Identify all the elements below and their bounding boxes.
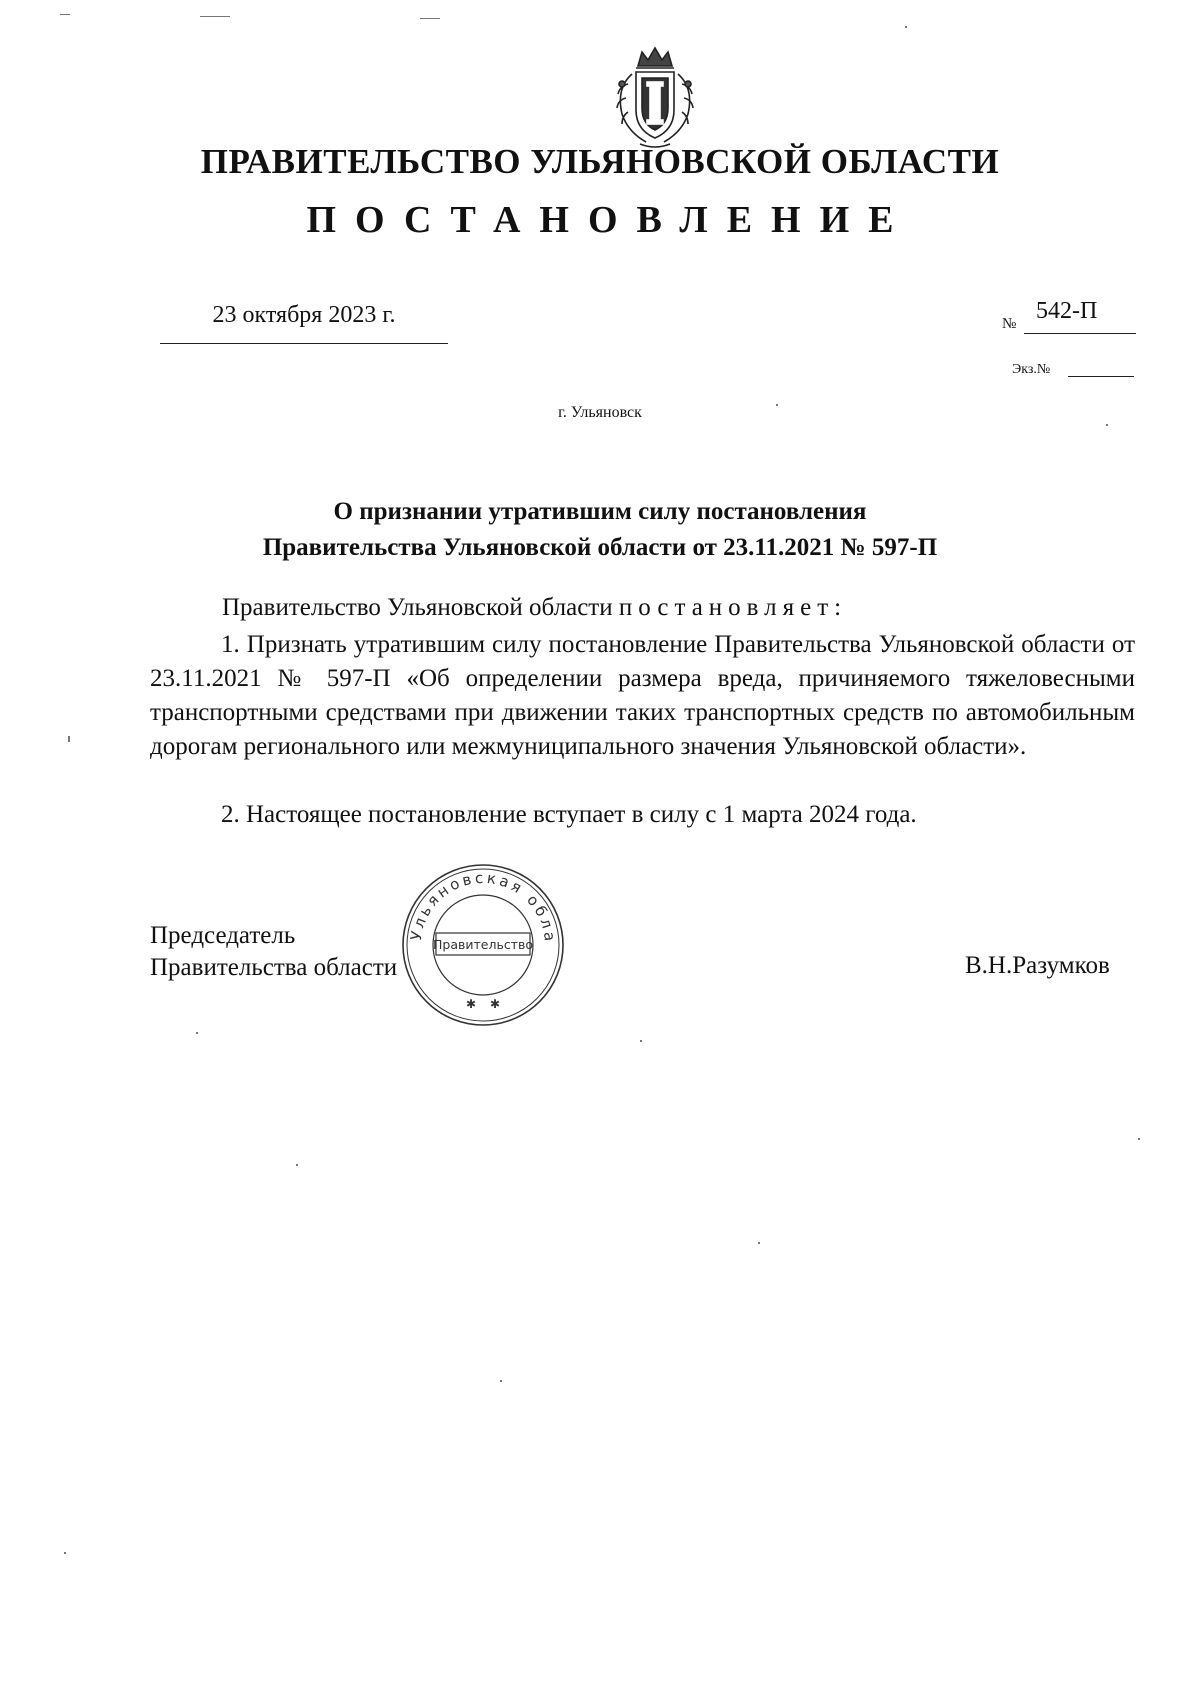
scan-speck	[758, 1242, 760, 1244]
ulyanovsk-coat-of-arms-icon	[600, 44, 710, 152]
seal-star-icon: ✱	[466, 997, 477, 1011]
seal-star-icon: ✱	[490, 997, 501, 1011]
heading-line-1: О признании утратившим силу постановления	[333, 498, 867, 525]
scan-speck	[1138, 1138, 1140, 1140]
document-heading	[150, 494, 1050, 566]
official-seal	[398, 860, 568, 1030]
scan-speck	[420, 18, 440, 19]
scan-speck	[64, 1552, 66, 1554]
item-1: 1. Признать утратившим силу постановление Правительства Ульяновской области от 23.11.2021 № 597-П «Об определении размера вреда, причиняемого тяжеловесными транспортными средствами при движении таких транспортных средств по автомобильным дорогам регионального или межмуниципального значения Ульяновской области».	[150, 631, 1135, 760]
seal-ring-text: Ульяновская обла	[407, 868, 560, 945]
scan-speck	[500, 1380, 502, 1382]
preamble	[222, 594, 847, 622]
city-name: г. Ульяновск	[558, 404, 642, 421]
scan-speck	[776, 404, 778, 406]
scan-speck	[196, 1032, 198, 1034]
document-number-label: №	[1002, 316, 1017, 332]
scan-speck	[68, 736, 70, 742]
document-date: 23 октября 2023 г.	[160, 302, 448, 344]
heading-line-2: Правительства Ульяновской области от 23.11.2021 № 597-П	[262, 534, 938, 561]
scan-speck	[905, 26, 907, 28]
item-2: 2. Настоящее постановление вступает в силу с 1 марта 2024 года.	[221, 801, 917, 828]
copy-number-label: Экз.№	[1012, 362, 1051, 377]
signatory-position	[150, 920, 397, 984]
scan-speck	[200, 16, 230, 17]
scan-speck	[296, 1164, 298, 1166]
document-number: 542-П	[1024, 298, 1136, 334]
preamble-verb: постановляет:	[618, 594, 848, 621]
signatory-position-line-1: Председатель	[150, 922, 296, 949]
signatory-name: В.Н.Разумков	[965, 952, 1110, 979]
seal-center-text: Правительство	[433, 937, 533, 952]
scan-speck	[1106, 424, 1108, 426]
copy-number-blank	[1068, 376, 1134, 377]
organization-title: ПРАВИТЕЛЬСТВО УЛЬЯНОВСКОЙ ОБЛАСТИ	[200, 142, 1000, 181]
document-type-title: ПОСТАНОВЛЕНИЕ	[306, 199, 913, 241]
scan-speck	[60, 14, 70, 15]
preamble-subject: Правительство Ульяновской области	[222, 594, 619, 621]
signatory-position-line-2: Правительства области	[150, 954, 398, 981]
scan-speck	[640, 1040, 642, 1042]
